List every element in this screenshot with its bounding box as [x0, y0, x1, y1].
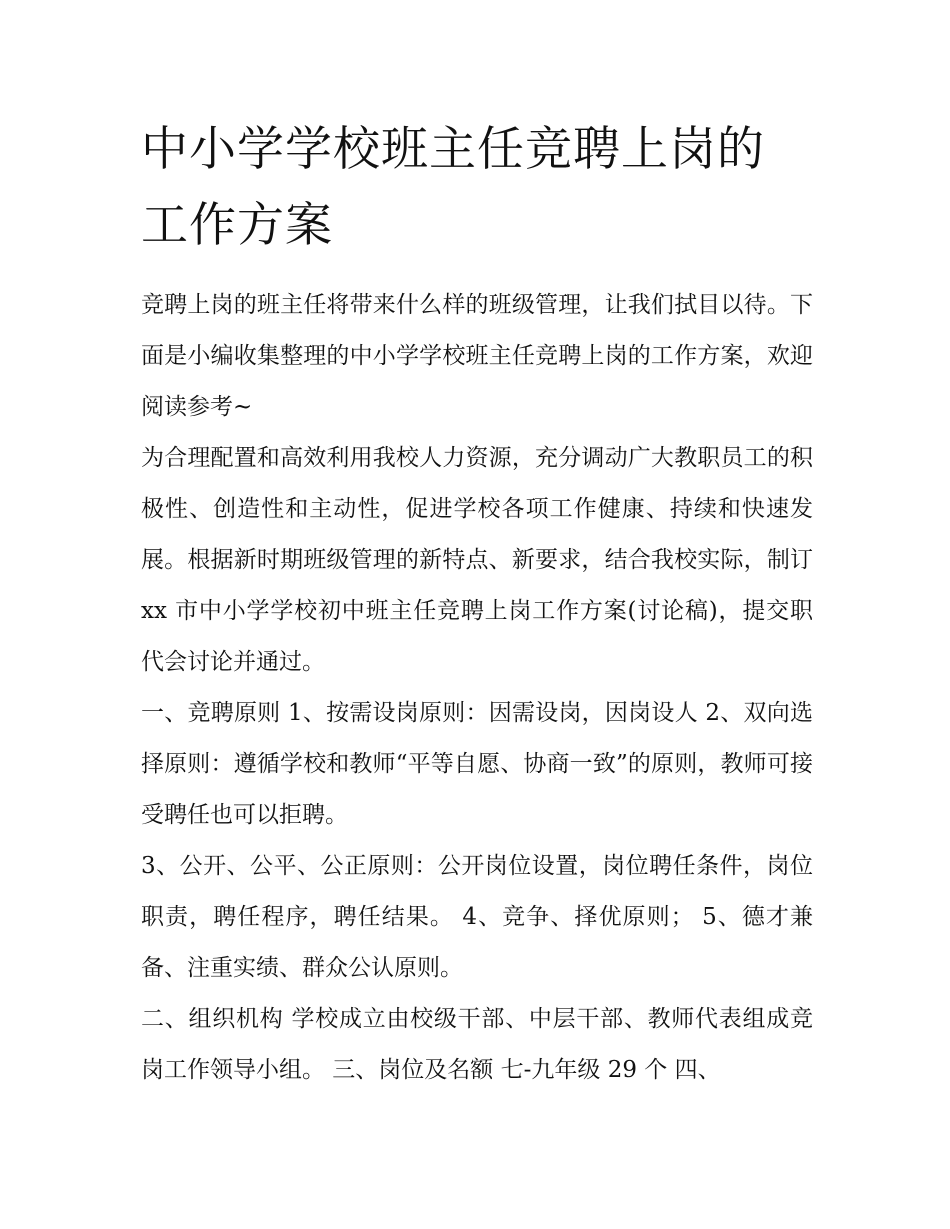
paragraph-organization: 二、组织机构 学校成立由校级干部、中层干部、教师代表组成竞岗工作领导小组。 三、岗位及名额 七-九年级 29 个 四、 — [141, 1006, 813, 1083]
title-line-2: 工作方案 — [141, 198, 333, 253]
paragraph-intro: 竞聘上岗的班主任将带来什么样的班级管理，让我们拭目以待。下面是小编收集整理的中小学学校班主任竞聘上岗的工作方案，欢迎阅读参考~ — [141, 292, 813, 420]
document-body — [141, 280, 813, 1096]
paragraph-principles: 一、竞聘原则 1、按需设岗原则：因需设岗，因岗设人 2、双向选择原则：遵循学校和教师“平等自愿、协商一致”的原则，教师可接受聘任也可以拒聘。 — [141, 700, 813, 828]
paragraph-principles-continued: 3、公开、公平、公正原则：公开岗位设置，岗位聘任条件，岗位职责，聘任程序，聘任结果。 4、竞争、择优原则； 5、德才兼备、注重实绩、群众公认原则。 — [141, 853, 813, 981]
document-title — [141, 112, 821, 264]
title-line-1: 中小学学校班主任竞聘上岗的 — [141, 122, 765, 177]
paragraph-purpose: 为合理配置和高效利用我校人力资源，充分调动广大教职员工的积极性、创造性和主动性，促进学校各项工作健康、持续和快速发展。根据新时期班级管理的新特点、新要求，结合我校实际，制订 xx 市中小学学校初中班主任竞聘上岗工作方案(讨论稿)，提交职代会讨论并通过。 — [141, 445, 813, 675]
